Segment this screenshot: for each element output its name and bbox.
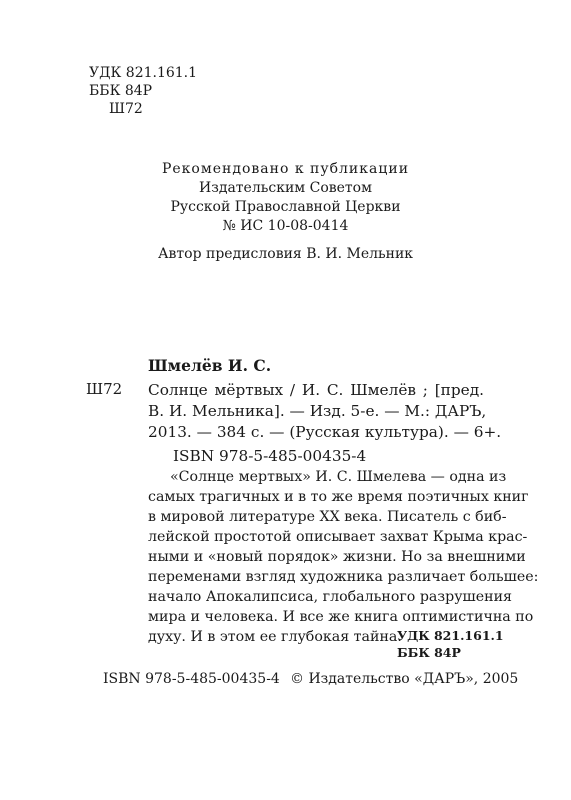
recommendation-line: Издательским Советом: [199, 180, 372, 196]
catalog-classification-codes: [397, 627, 504, 661]
preface-author: Автор предисловия В. И. Мельник: [157, 246, 414, 262]
bbk-code: ББК 84Р: [397, 645, 461, 660]
annotation-line: «Солнце мертвых» И. С. Шмелева — одна из: [170, 469, 507, 485]
annotation-line: лейской простотой описывает захват Крыма крас-: [148, 529, 528, 545]
entry-line: Солнце мёртвых / И. С. Шмелёв ; [пред.: [148, 381, 484, 399]
catalog-isbn: ISBN 978-5-485-00435-4: [173, 447, 367, 465]
top-classification-codes: [89, 64, 197, 118]
author-mark: Ш72: [109, 101, 143, 117]
bbk-code: ББК 84Р: [89, 83, 153, 99]
annotation-line: ными и «новый порядок» жизни. Но за внешними: [148, 549, 526, 565]
udk-code: УДК 821.161.1: [397, 628, 504, 643]
udk-code: УДК 821.161.1: [89, 65, 198, 81]
catalog-author-mark: Ш72: [86, 380, 123, 398]
annotation-line: в мировой литературе XX века. Писатель с биб-: [148, 509, 507, 525]
catalog-entry: [148, 380, 502, 443]
annotation-line: самых трагичных и в то же время поэтичных книг: [148, 489, 529, 505]
publication-recommendation: [0, 160, 571, 236]
recommendation-line: Русской Православной Церкви: [170, 199, 401, 215]
copyright-notice: © Издательство «ДАРЪ», 2005: [290, 671, 519, 687]
recommendation-line: № ИС 10-08-0414: [222, 218, 349, 234]
entry-line: 2013. — 384 с. — (Русская культура). — 6+.: [148, 423, 502, 441]
recommendation-line: Рекомендовано к публикации: [161, 161, 410, 177]
entry-line: В. И. Мельника]. — Изд. 5-е. — М.: ДАРЪ,: [148, 402, 487, 420]
catalog-author: Шмелёв И. С.: [148, 356, 272, 375]
annotation-line: начало Апокалипсиса, глобального разрушения: [148, 589, 512, 605]
annotation-line: переменами взгляд художника различает большее:: [148, 569, 539, 585]
annotation-line: духу. И в этом ее глубокая тайна.: [148, 629, 402, 645]
annotation-line: мира и человека. И все же книга оптимистична по: [148, 609, 534, 625]
book-annotation: [148, 467, 539, 647]
footer-isbn: ISBN 978-5-485-00435-4: [103, 671, 280, 687]
